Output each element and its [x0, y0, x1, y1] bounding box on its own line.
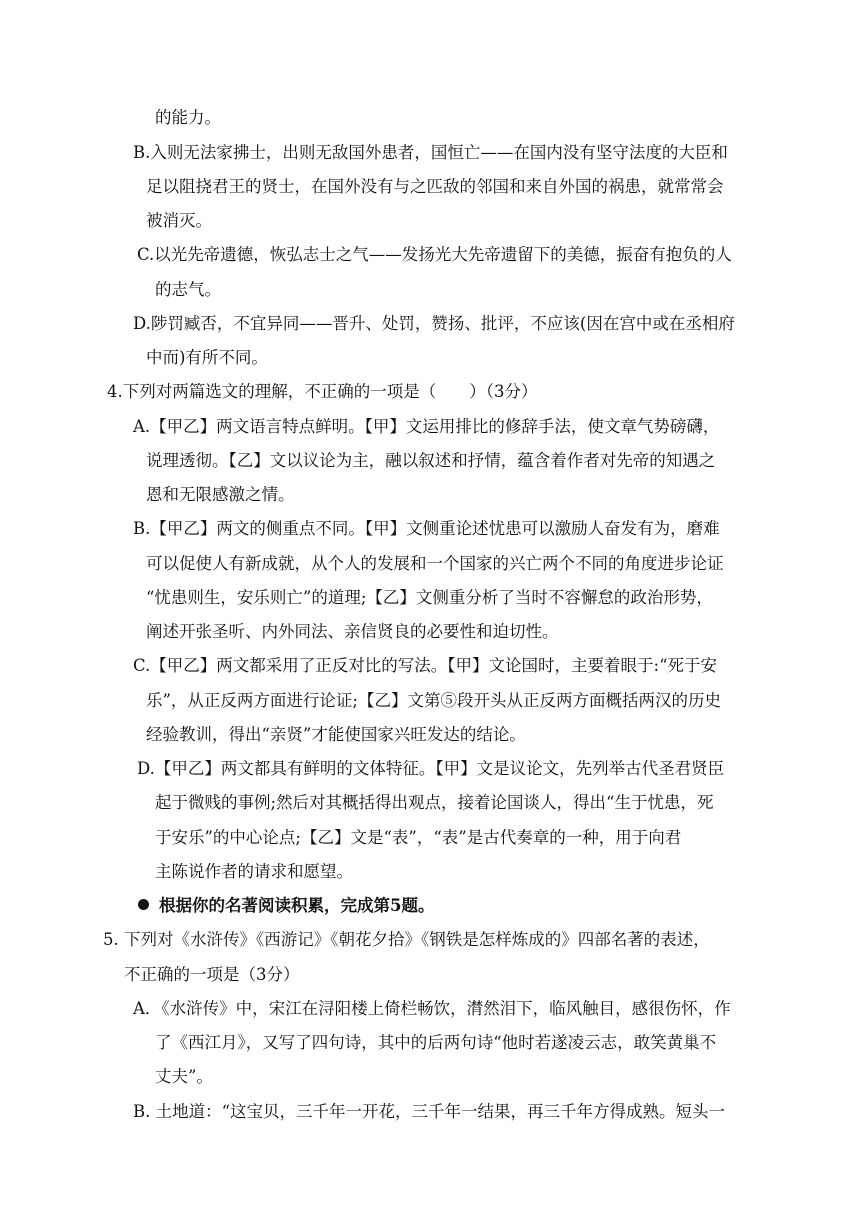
section-instruction	[138, 895, 434, 917]
text-line: 丈夫”。	[155, 1067, 213, 1086]
text-line: A．《水浒传》中，宋江在浔阳楼上倚栏畅饮，潸然泪下，临风触目，感很伤怀，作	[133, 999, 731, 1018]
text-line: B. 土地道：“这宝贝，三千年一开花，三千年一结果，再三千年方得成熟。短头一	[133, 1102, 726, 1121]
text-line: 不正确的一项是（3分）	[124, 965, 300, 984]
question-5-stem: 5. 下列对《水浒传》《西游记》《朝花夕拾》《钢铁是怎样炼成的》四部名著的表述，	[103, 930, 710, 949]
text-line: 乐”，从正反两方面进行论证;【乙】文第⑤段开头从正反两方面概括两汉的历史	[146, 691, 721, 710]
text-line: 经验教训，得出“亲贤”才能使国家兴旺发达的结论。	[146, 725, 526, 744]
section-instruction-text: 根据你的名著阅读积累，完成第5题。	[159, 896, 435, 915]
text-line: “忧患则生，安乐则亡”的道理;【乙】文侧重分析了当时不容懈怠的政治形势，	[146, 588, 713, 607]
text-line: C.【甲乙】两文都采用了正反对比的写法。【甲】文论国时，主要着眼于:“死于安	[133, 656, 718, 675]
text-line: 恩和无限感激之情。	[146, 485, 295, 504]
text-line: D.【甲乙】两文都具有鲜明的文体特征。【甲】文是议论文，先列举古代圣君贤臣	[137, 759, 725, 778]
text-line: 可以促使人有新成就，从个人的发展和一个国家的兴亡两个不同的角度进步论证	[146, 554, 724, 573]
text-line: B.【甲乙】两文的侧重点不同。【甲】文侧重论述忧患可以激励人奋发有为，磨难	[133, 519, 720, 538]
text-line: 主陈说作者的请求和愿望。	[155, 862, 353, 881]
text-line: 足以阻挠君王的贤士，在国外没有与之匹敌的邻国和来自外国的祸患，就常常会	[146, 177, 724, 196]
text-line: 的能力。	[155, 108, 221, 127]
text-line: C.以光先帝遗德，恢弘志士之气——发扬光大先帝遗留下的美德，振奋有抱负的人	[137, 245, 732, 264]
bullet-icon	[138, 899, 149, 910]
text-line: 被消灭。	[146, 211, 212, 230]
text-line: B.入则无法家拂士，出则无敌国外患者，国恒亡——在国内没有坚守法度的大臣和	[133, 143, 728, 162]
text-line: 起于微贱的事例;然后对其概括得出观点，接着论国谈人，得出“生于忧患，死	[155, 793, 714, 812]
text-line: 阐述开张圣听、内外同法、亲信贤良的必要性和迫切性。	[146, 622, 559, 641]
text-line: A.【甲乙】两文语言特点鲜明。【甲】文运用排比的修辞手法，使文章气势磅礴，	[133, 417, 720, 436]
text-line: 了《西江月》，又写了四句诗，其中的后两句诗“他时若遂凌云志，敢笑黄巢不	[155, 1033, 717, 1052]
text-line: 的志气。	[155, 280, 221, 299]
text-line: 于安乐”的中心论点;【乙】文是“表”，“表”是古代奏章的一种，用于向君	[155, 828, 682, 847]
question-4-stem: 4.下列对两篇选文的理解，不正确的一项是（ ）（3分）	[107, 382, 538, 401]
text-line: D.陟罚臧否，不宜异同——晋升、处罚，赞扬、批评，不应该(因在宫中或在丞相府	[133, 314, 735, 333]
text-line: 说理透彻。【乙】文以议论为主，融以叙述和抒情，蕴含着作者对先帝的知遇之	[146, 451, 716, 470]
text-line: 中而)有所不同。	[146, 348, 268, 367]
